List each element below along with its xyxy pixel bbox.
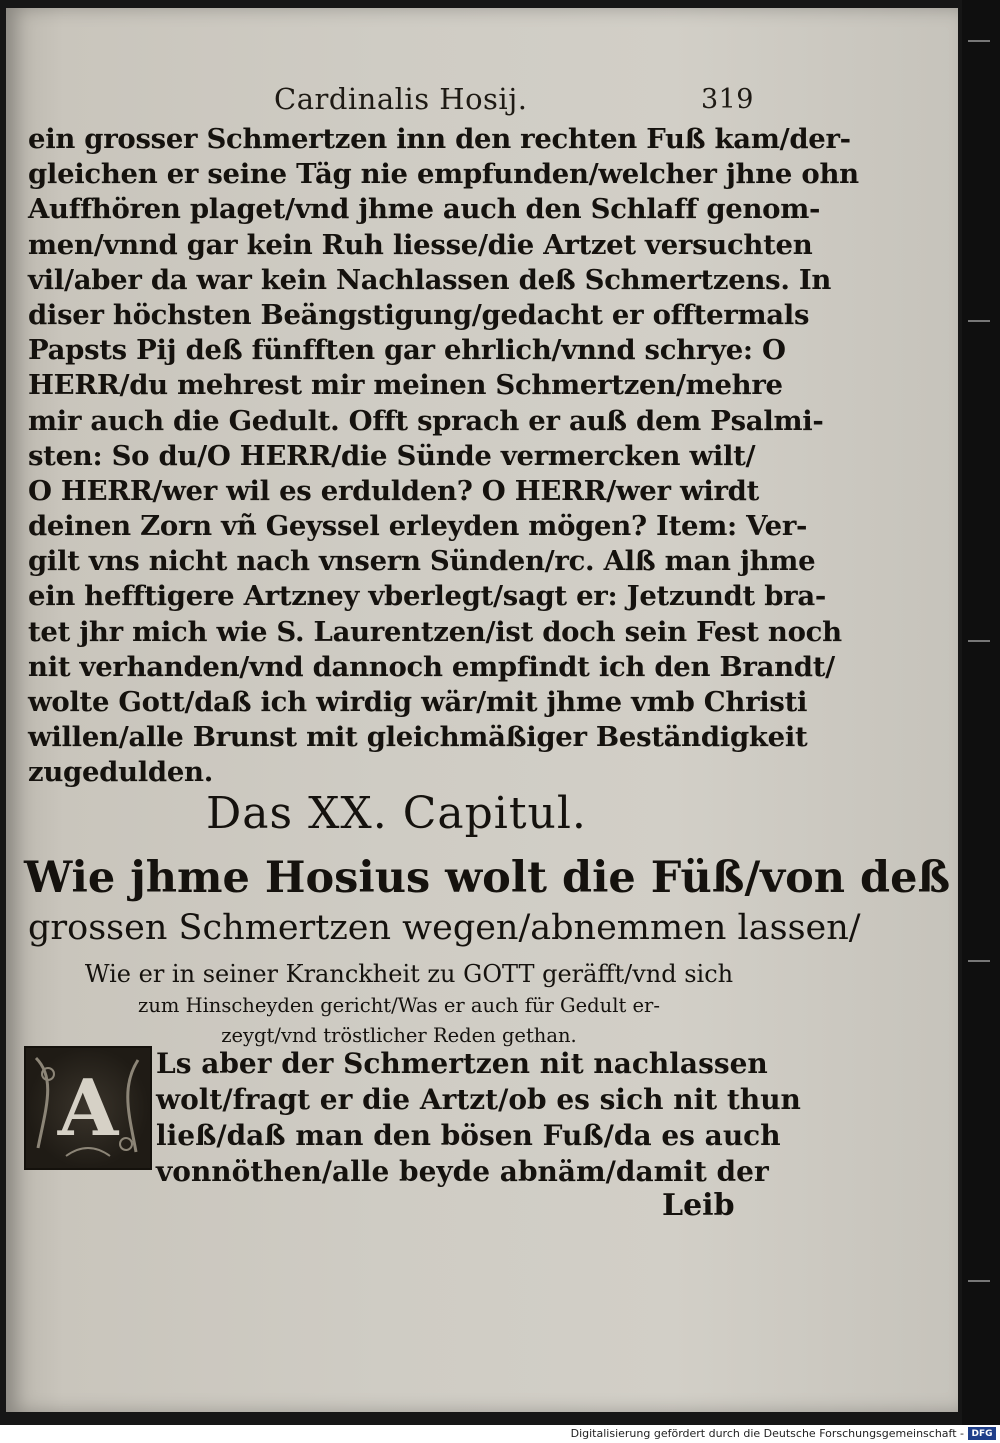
paper-page: [6, 8, 958, 1412]
text-line: deinen Zorn vñ Geyssel erleyden mögen? Item: Ver-: [28, 510, 808, 543]
text-line: Auffhören plaget/vnd jhme auch den Schlaff genom-: [28, 193, 821, 226]
text-line: Ls aber der Schmertzen nit nachlassen: [156, 1047, 768, 1080]
running-head: [274, 82, 754, 122]
decorated-initial: [24, 1046, 152, 1170]
initial-letter: A: [57, 1062, 119, 1154]
text-line: gleichen er seine Täg nie empfunden/welcher jhne ohn: [28, 158, 859, 191]
text-line: HERR/du mehrest mir meinen Schmertzen/mehre: [28, 369, 783, 402]
text-line: willen/alle Brunst mit gleichmäßiger Beständigkeit: [28, 721, 808, 754]
catchword: Leib: [662, 1188, 735, 1223]
heading-line: zeygt/vnd tröstlicher Reden gethan.: [221, 1024, 577, 1047]
text-line: vil/aber da war kein Nachlassen deß Schmertzens. In: [28, 263, 832, 296]
dfg-logo: DFG: [968, 1427, 996, 1440]
text-line: mir auch die Gedult. Offt sprach er auß dem Psalmi-: [28, 404, 824, 437]
ornament-icon: [26, 1048, 150, 1168]
text-line: zugedulden.: [28, 756, 213, 789]
body-text: [28, 122, 859, 791]
text-line: ein hefftigere Artzney vberlegt/sagt er: Jetzundt bra-: [28, 580, 826, 613]
ruler-tick: [968, 320, 990, 322]
heading-line: zum Hinscheyden gericht/Was er auch für Gedult er-: [138, 994, 660, 1017]
text-line: ließ/daß man den bösen Fuß/da es auch: [156, 1119, 781, 1152]
text-line: men/vnnd gar kein Ruh liesse/die Artzet versuchten: [28, 228, 813, 261]
text-line: Papsts Pij deß fünfften gar ehrlich/vnnd schrye: O: [28, 334, 786, 367]
ruler-tick: [968, 960, 990, 962]
text-line: diser höchsten Beängstigung/gedacht er offtermals: [28, 298, 810, 331]
ruler-tick: [968, 640, 990, 642]
heading-line: Wie er in seiner Kranckheit zu GOTT geräfft/vnd sich: [84, 960, 734, 988]
text-line: gilt vns nicht nach vnsern Sünden/rc. Alß man jhme: [28, 545, 816, 578]
chapter-title: Das XX. Capitul.: [206, 788, 587, 839]
ruler-tick: [968, 40, 990, 42]
text-line: sten: So du/O HERR/die Sünde vermercken wilt/: [28, 439, 756, 472]
heading-line: grossen Schmertzen wegen/abnemmen lassen/: [28, 908, 861, 948]
footer-bar: [0, 1425, 1000, 1443]
text-line: O HERR/wer wil es erdulden? O HERR/wer wirdt: [28, 474, 760, 507]
running-head-title: Cardinalis Hosij.: [274, 82, 528, 116]
funding-credit: Digitalisierung gefördert durch die Deutsche Forschungsgemeinschaft -: [570, 1427, 964, 1440]
ruler-tick: [968, 1280, 990, 1282]
scan-edge-strip: [962, 0, 1000, 1425]
chapter-heading: [24, 853, 951, 1054]
text-line: wolte Gott/daß ich wirdig wär/mit jhme vmb Christi: [28, 686, 808, 718]
text-line: vonnöthen/alle beyde abnäm/damit der: [156, 1155, 769, 1188]
dropcap-paragraph: [156, 1046, 801, 1190]
text-line: wolt/fragt er die Artzt/ob es sich nit thun: [156, 1083, 801, 1116]
text-line: nit verhanden/vnd dannoch empfindt ich den Brandt/: [28, 650, 835, 683]
heading-line: Wie jhme Hosius wolt die Füß/von deß: [24, 853, 951, 903]
page-number: 319: [700, 84, 754, 115]
text-line: ein grosser Schmertzen inn den rechten Fuß kam/der-: [28, 123, 851, 155]
text-line: tet jhr mich wie S. Laurentzen/ist doch sein Fest noch: [28, 615, 842, 648]
